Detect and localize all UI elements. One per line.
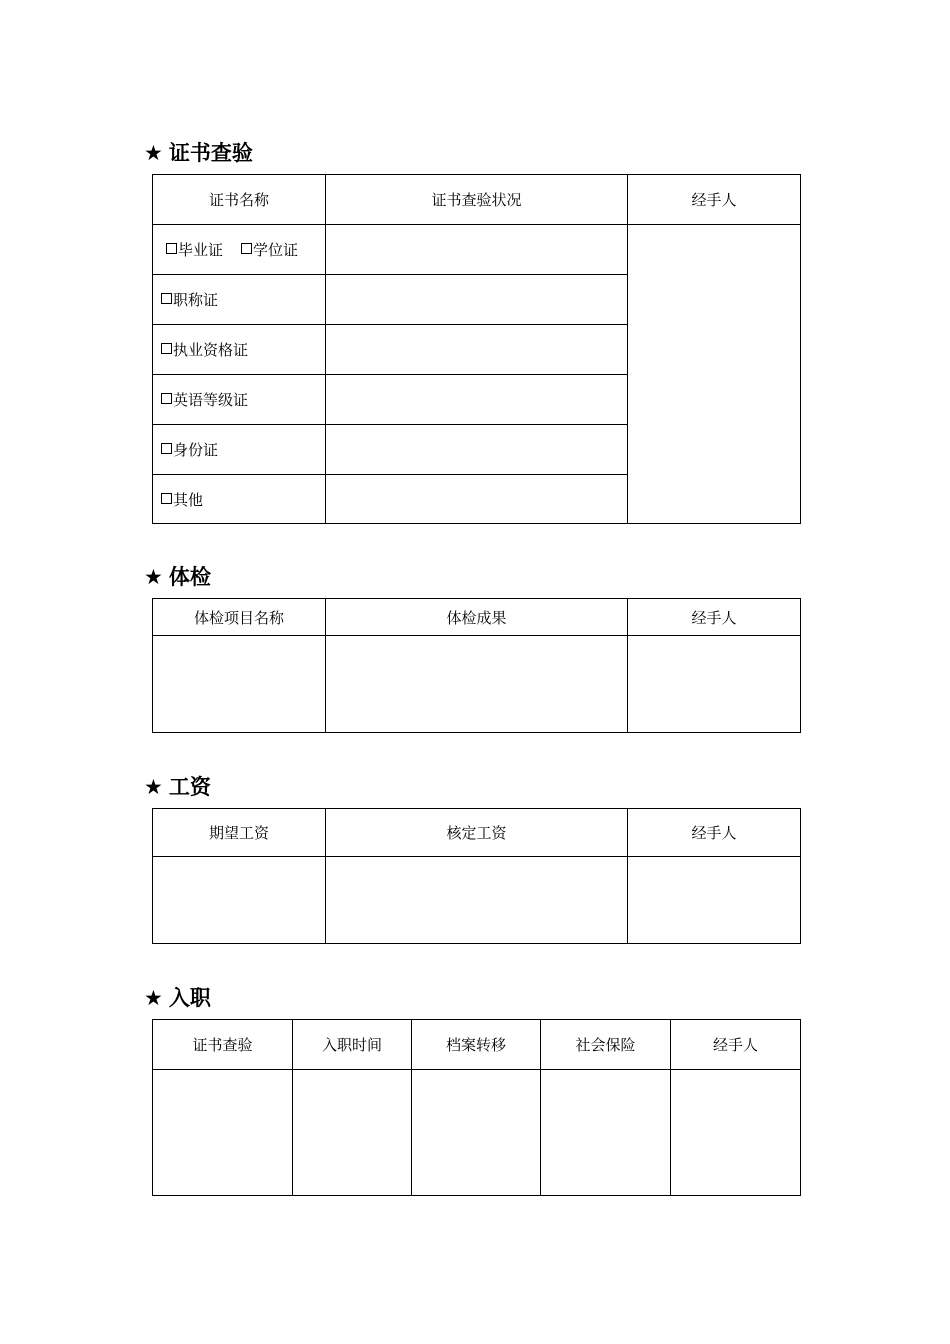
cert-status-cell[interactable] <box>326 375 628 425</box>
star-icon: ★ <box>144 986 163 1010</box>
table-row <box>153 225 801 275</box>
header-expected-salary: 期望工资 <box>153 809 326 857</box>
cert-check-cell[interactable] <box>153 1070 293 1196</box>
salary-section-title: ★ 工资 <box>144 775 211 799</box>
salary-handler-cell[interactable] <box>628 857 801 944</box>
table-header-row <box>153 175 801 225</box>
header-cert-check: 证书查验 <box>153 1020 293 1070</box>
cert-status-cell[interactable] <box>326 475 628 524</box>
header-social-insurance: 社会保险 <box>541 1020 671 1070</box>
medical-item-cell[interactable] <box>153 636 326 733</box>
cert-options-diploma-degree <box>153 225 326 275</box>
header-cert-status: 证书查验状况 <box>326 175 628 225</box>
social-insurance-cell[interactable] <box>541 1070 671 1196</box>
salary-table <box>152 808 801 944</box>
certificates-section-title: ★ 证书查验 <box>144 141 253 165</box>
cert-option-english: 英语等级证 <box>153 375 326 425</box>
checkbox-english[interactable] <box>161 393 172 404</box>
header-onboard-time: 入职时间 <box>293 1020 412 1070</box>
checkbox-graduation[interactable] <box>166 243 177 254</box>
header-handler: 经手人 <box>628 599 801 636</box>
approved-salary-cell[interactable] <box>326 857 628 944</box>
checkbox-qualification[interactable] <box>161 343 172 354</box>
expected-salary-cell[interactable] <box>153 857 326 944</box>
label-degree: 学位证 <box>253 241 299 259</box>
table-header-row <box>153 809 801 857</box>
medical-section-title: ★ 体检 <box>144 565 211 589</box>
onboard-time-cell[interactable] <box>293 1070 412 1196</box>
header-cert-name: 证书名称 <box>153 175 326 225</box>
cert-status-cell[interactable] <box>326 225 628 275</box>
header-handler: 经手人 <box>671 1020 801 1070</box>
checkbox-other[interactable] <box>161 493 172 504</box>
table-header-row <box>153 599 801 636</box>
medical-table <box>152 598 801 733</box>
cert-option-id: 身份证 <box>153 425 326 475</box>
onboarding-section-title: ★ 入职 <box>144 986 211 1010</box>
label-graduation: 毕业证 <box>178 241 224 259</box>
star-icon: ★ <box>144 141 163 165</box>
table-row <box>153 1070 801 1196</box>
cert-status-cell[interactable] <box>326 275 628 325</box>
cert-handler-cell[interactable] <box>628 225 801 524</box>
certificates-table <box>152 174 801 524</box>
table-row <box>153 636 801 733</box>
onboarding-handler-cell[interactable] <box>671 1070 801 1196</box>
checkbox-title-cert[interactable] <box>161 293 172 304</box>
medical-result-cell[interactable] <box>326 636 628 733</box>
checkbox-id[interactable] <box>161 443 172 454</box>
cert-option-other: 其他 <box>153 475 326 524</box>
header-file-transfer: 档案转移 <box>412 1020 541 1070</box>
cert-option-title: 职称证 <box>153 275 326 325</box>
header-medical-item: 体检项目名称 <box>153 599 326 636</box>
star-icon: ★ <box>144 775 163 799</box>
table-header-row <box>153 1020 801 1070</box>
header-handler: 经手人 <box>628 175 801 225</box>
star-icon: ★ <box>144 565 163 589</box>
header-handler: 经手人 <box>628 809 801 857</box>
checkbox-degree[interactable] <box>241 243 252 254</box>
cert-option-qualification: 执业资格证 <box>153 325 326 375</box>
file-transfer-cell[interactable] <box>412 1070 541 1196</box>
medical-handler-cell[interactable] <box>628 636 801 733</box>
header-medical-result: 体检成果 <box>326 599 628 636</box>
cert-status-cell[interactable] <box>326 425 628 475</box>
table-row <box>153 857 801 944</box>
onboarding-table <box>152 1019 801 1196</box>
header-approved-salary: 核定工资 <box>326 809 628 857</box>
cert-status-cell[interactable] <box>326 325 628 375</box>
